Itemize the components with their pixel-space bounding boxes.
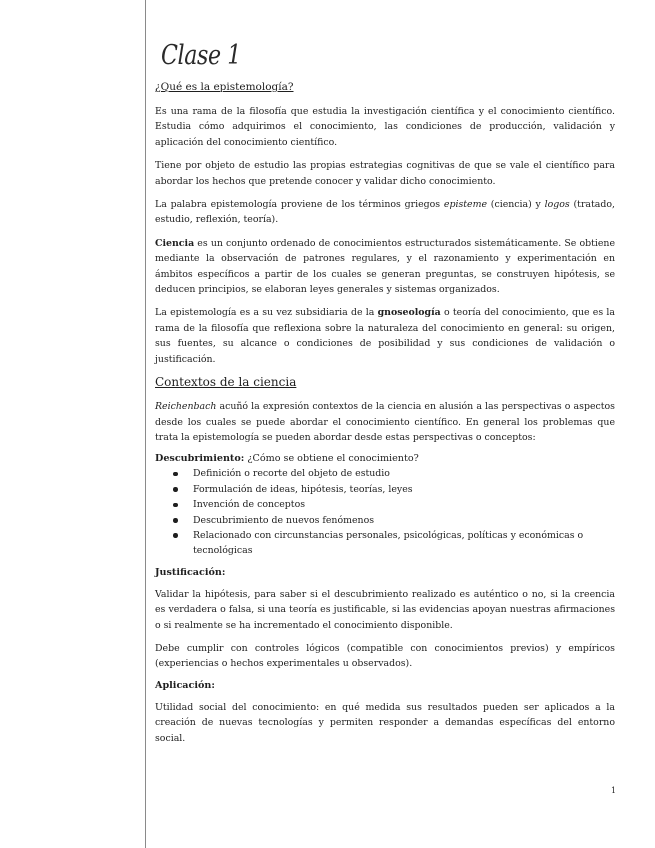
document-page xyxy=(155,40,615,754)
list-item: Descubrimiento de nuevos fenómenos xyxy=(173,513,615,528)
paragraph-justificacion-2: Debe cumplir con controles lógicos (compatible con conocimientos previos) y empíricos (experiencias o hechos experimentales u observados). xyxy=(155,642,615,670)
heading-aplicacion: Aplicación: xyxy=(155,679,215,691)
term-logos: logos xyxy=(544,199,570,211)
list-item: Definición o recorte del objeto de estudio xyxy=(173,466,615,481)
paragraph-justificacion-1: Validar la hipótesis, para saber si el descubrimiento realizado es auténtico o no, si la creencia es verdadera o falsa, si una teoría es justificable, si las evidencias apoyan nuestras afirmaciones o si realmente se ha incrementado el conocimiento disponible. xyxy=(155,588,615,631)
descubrimiento-list xyxy=(155,466,615,558)
margin-line xyxy=(145,0,146,848)
heading-contextos: Contextos de la ciencia xyxy=(155,375,297,390)
term-ciencia: Ciencia xyxy=(155,237,195,249)
heading-epistemologia: ¿Qué es la epistemología? xyxy=(155,81,294,93)
term-gnoseologia: gnoseología xyxy=(377,307,441,319)
paragraph-ciencia: Ciencia es un conjunto ordenado de conocimientos estructurados sistemáticamente. Se obtiene mediante la observación de patrones regulares, y el razonamiento y experimentación en ámbitos específicos a partir de los cuales se generan preguntas, se construyen hipótesis, se deducen principios, se elaboran leyes generales y sistemas organizados. xyxy=(155,237,615,296)
paragraph-etymology: La palabra epistemología proviene de los términos griegos episteme (ciencia) y logos (tratado, estudio, reflexión, teoría). xyxy=(155,199,615,226)
page-number: 1 xyxy=(611,786,617,795)
heading-justificacion: Justificación: xyxy=(155,566,226,578)
heading-descubrimiento: Descubrimiento: ¿Cómo se obtiene el conocimiento? xyxy=(155,453,419,465)
author-reichenbach: Reichenbach xyxy=(155,401,217,413)
list-item: Relacionado con circunstancias personales, psicológicas, políticas y económicas o tecnológicas xyxy=(173,528,615,559)
paragraph-gnoseologia: La epistemología es a su vez subsidiaria de la gnoseología o teoría del conocimiento, que es la rama de la filosofía que reflexiona sobre la naturaleza del conocimiento en general: su origen, sus fuentes, su alcance o condiciones de posibilidad y sus condiciones de validación o justificación. xyxy=(155,307,615,365)
paragraph-object: Tiene por objeto de estudio las propias estrategias cognitivas de que se vale el científico para abordar los hechos que pretende conocer y validar dicho conocimiento. xyxy=(155,160,615,187)
list-item: Formulación de ideas, hipótesis, teorías, leyes xyxy=(173,482,615,497)
paragraph-aplicacion: Utilidad social del conocimiento: en qué medida sus resultados pueden ser aplicados a la creación de nuevas tecnologías y permiten responder a demandas específicas del entorno social. xyxy=(155,701,615,744)
paragraph-reichenbach: Reichenbach acuñó la expresión contextos de la ciencia en alusión a las perspectivas o aspectos desde los cuales se puede abordar el conocimiento científico. En general los problemas que trata la epistemología se pueden abordar desde estas perspectivas o conceptos: xyxy=(155,401,615,443)
paragraph-definition: Es una rama de la filosofía que estudia la investigación científica y el conocimiento científico. Estudia cómo adquirimos el conocimiento, las condiciones de producción, validación y aplicación del conocimiento científico. xyxy=(155,106,615,148)
list-item: Invención de conceptos xyxy=(173,497,615,512)
term-episteme: episteme xyxy=(443,199,488,211)
page-title: Clase 1 xyxy=(161,40,241,71)
